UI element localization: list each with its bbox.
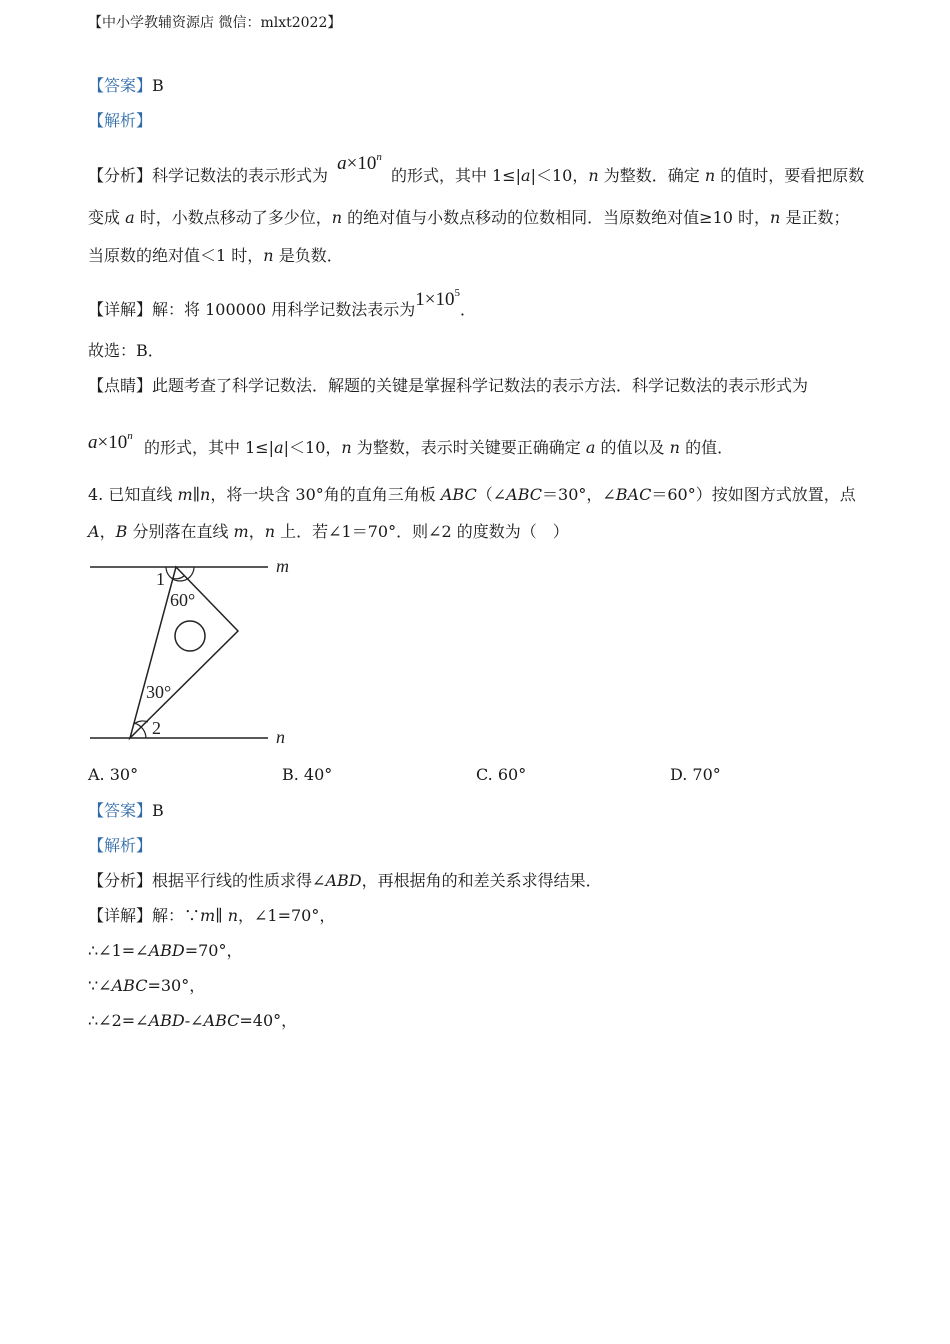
header-watermark: 【中小学教辅资源店 微信：mlxt2022】 — [88, 15, 342, 31]
angle-arc-2 — [134, 723, 146, 738]
formula-exp: n — [127, 430, 133, 442]
var: n — [770, 208, 781, 227]
text: （∠ — [476, 485, 507, 504]
geometry-figure — [80, 552, 320, 752]
var: n — [704, 166, 716, 185]
var: A — [88, 522, 100, 541]
var: ABC — [440, 485, 477, 504]
text: 变成 — [88, 208, 121, 227]
answer-tag: 【答案】 — [88, 76, 153, 95]
text: ． — [460, 300, 477, 319]
var: a — [274, 438, 284, 457]
text: 上．若∠1＝70°．则∠2 的度数为（ ） — [280, 522, 569, 541]
q3-point-line-2 — [88, 430, 734, 459]
label-n: n — [276, 727, 285, 747]
formula-part: a — [337, 153, 347, 174]
text: 当原数的绝对值＜1 时， — [88, 246, 264, 265]
text: 4. 已知直线 — [88, 485, 173, 504]
answer-value: B — [152, 801, 164, 820]
text: |＜10， — [530, 166, 589, 185]
label-angle-2: 2 — [152, 718, 161, 738]
detail-tag: 【详解】 — [88, 300, 153, 319]
var: n — [264, 522, 276, 541]
var: n — [200, 485, 211, 504]
var: ABD — [148, 941, 185, 960]
text: ＝30°，∠ — [542, 485, 616, 504]
var: n — [331, 208, 343, 227]
text: =40°， — [239, 1011, 298, 1030]
var: n — [588, 166, 599, 185]
triangle-hole — [175, 621, 205, 651]
answer-value: B — [152, 76, 164, 95]
answer-tag: 【答案】 — [88, 801, 153, 820]
var: m — [177, 485, 193, 504]
text: 的值以及 — [600, 438, 665, 457]
point-tag: 【点睛】 — [88, 376, 153, 395]
q3-fenxi-line-3 — [88, 245, 343, 267]
text: 的形式，其中 1≤| — [144, 438, 275, 457]
var: n — [341, 438, 352, 457]
text: ∵∠ — [88, 976, 112, 995]
q4-answer-line — [88, 800, 164, 822]
formula-exp: 5 — [454, 287, 460, 299]
fenxi-tag: 【分析】 — [88, 166, 153, 185]
formula-a-times-10n — [337, 153, 382, 174]
var: n — [263, 246, 274, 265]
var: ABC — [506, 485, 543, 504]
text: ，再根据角的和差关系求得结果． — [361, 871, 602, 890]
fenxi-tag: 【分析】 — [88, 871, 153, 890]
option-c: C. 60° — [476, 765, 527, 784]
var: n — [227, 906, 238, 925]
q4-step-3 — [88, 1010, 297, 1032]
q3-detail-line — [88, 287, 477, 321]
text: ，将一块含 30°角的直角三角板 — [210, 485, 436, 504]
label-30: 30° — [146, 682, 172, 702]
q3-answer-line — [88, 75, 164, 97]
q4-analysis-tag: 【解析】 — [88, 836, 153, 855]
text: ， — [99, 522, 116, 541]
q3-fenxi-line-1 — [88, 151, 865, 187]
var: a — [125, 208, 135, 227]
formula-part: a — [88, 432, 98, 453]
var: a — [585, 438, 596, 457]
formula-part: ×10 — [97, 432, 128, 453]
formula-a-times-10n — [88, 425, 133, 454]
text: 分别落在直线 — [132, 522, 229, 541]
text: 是负数． — [278, 246, 343, 265]
label-60: 60° — [170, 590, 196, 610]
formula-part: 1×10 — [415, 289, 455, 310]
text: ，∠1=70°， — [238, 906, 336, 925]
var: BAC — [615, 485, 652, 504]
var: m — [233, 522, 249, 541]
var: m — [200, 906, 216, 925]
text: ， — [248, 522, 265, 541]
q3-fenxi-line-2 — [88, 207, 849, 229]
text: 为整数，表示时关键要正确确定 — [356, 438, 581, 457]
text: ∴∠1=∠ — [88, 941, 149, 960]
var: ABD — [325, 871, 362, 890]
symbol: ∥ — [215, 906, 223, 925]
option-b: B. 40° — [282, 765, 333, 784]
label-m: m — [276, 556, 289, 576]
text: ∴∠2=∠ — [88, 1011, 149, 1030]
var: ABD — [148, 1011, 185, 1030]
text: 解：∵ — [152, 906, 201, 925]
q4-step-2 — [88, 975, 205, 997]
var: n — [669, 438, 680, 457]
text: 解：将 100000 用科学记数法表示为 — [152, 300, 416, 319]
text: -∠ — [184, 1011, 204, 1030]
formula-part: ×10 — [346, 153, 377, 174]
text: 的绝对值与小数点移动的位数相同．当原数绝对值≥10 时， — [347, 208, 771, 227]
q4-stem-line-2 — [88, 521, 569, 543]
text: 为整数．确定 — [603, 166, 700, 185]
text: =70°， — [184, 941, 243, 960]
text: 的形式，其中 1≤| — [390, 166, 522, 185]
var: B — [115, 522, 128, 541]
label-angle-1: 1 — [156, 569, 165, 589]
text: =30°， — [147, 976, 206, 995]
option-a: A. 30° — [88, 765, 139, 784]
option-d: D. 70° — [670, 765, 721, 784]
text: 此题考查了科学记数法．解题的关键是掌握科学记数法的表示方法．科学记数法的表示形式为 — [152, 376, 809, 395]
var: ABC — [203, 1011, 240, 1030]
detail-tag: 【详解】 — [88, 906, 153, 925]
text: 时，小数点移动了多少位， — [139, 208, 332, 227]
text: 的值． — [685, 438, 734, 457]
text: |＜10， — [283, 438, 342, 457]
formula-1x10-5 — [415, 289, 460, 310]
q3-point-line-1 — [88, 375, 808, 397]
formula-exp: n — [376, 151, 382, 163]
q3-analysis-tag: 【解析】 — [88, 111, 153, 130]
q4-detail-line — [88, 905, 335, 927]
q4-stem-line-1 — [88, 484, 856, 506]
text: ＝60°）按如图方式放置，点 — [651, 485, 856, 504]
var: a — [521, 166, 531, 185]
q3-choose: 故选：B． — [88, 341, 164, 360]
text: 科学记数法的表示形式为 — [152, 166, 329, 185]
q4-step-1 — [88, 940, 243, 962]
symbol: ∥ — [192, 485, 201, 504]
text: 的值时，要看把原数 — [720, 166, 865, 185]
text: 是正数； — [785, 208, 850, 227]
text: 根据平行线的性质求得∠ — [152, 871, 326, 890]
var: ABC — [111, 976, 148, 995]
q4-fenxi-line — [88, 870, 602, 892]
